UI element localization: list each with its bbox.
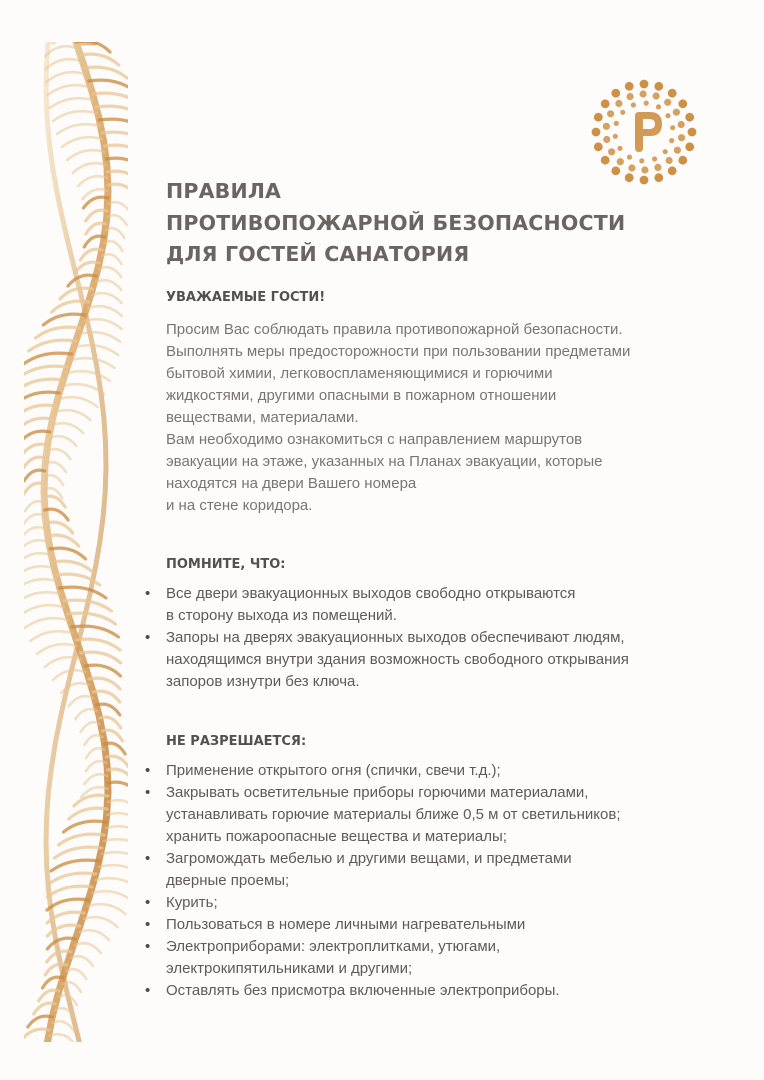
- list-item-line: • Курить;: [166, 894, 218, 911]
- remember-heading: ПОМНИТЕ, ЧТО:: [166, 557, 286, 572]
- list-item-line: • Применение открытого огня (спички, свечи т.д.);: [166, 762, 501, 779]
- intro-line: и на стене коридора.: [166, 497, 313, 514]
- list-item-line: • Электроприборами: электроплитками, утюгами,: [166, 938, 501, 955]
- intro-paragraph: [166, 319, 736, 517]
- list-item: [144, 980, 744, 1002]
- title-line-2: ПРОТИВОПОЖАРНОЙ БЕЗОПАСНОСТИ: [166, 210, 626, 235]
- list-item: [144, 782, 744, 848]
- intro-line: находятся на двери Вашего номера: [166, 475, 417, 492]
- list-item-line: • Пользоваться в номере личными нагревательными: [166, 916, 526, 933]
- list-item: [144, 760, 744, 782]
- page-title: [166, 176, 726, 271]
- intro-line: бытовой химии, легковоспламеняющимися и горючими: [166, 365, 553, 382]
- intro-line: Вам необходимо ознакомиться с направлением маршрутов: [166, 431, 583, 448]
- list-item: [144, 583, 744, 627]
- list-item-line: хранить пожароопасные вещества и материалы;: [166, 828, 507, 845]
- list-item-line: устанавливать горючие материалы ближе 0,5 м от светильников;: [166, 806, 621, 823]
- title-line-1: ПРАВИЛА: [166, 179, 282, 203]
- list-item: [144, 892, 744, 914]
- list-item-line: • Загромождать мебелью и другими вещами, и предметами: [166, 850, 572, 867]
- list-item: [144, 848, 744, 892]
- list-item-line: в сторону выхода из помещений.: [166, 607, 397, 624]
- list-item: [144, 914, 744, 936]
- list-item-line: • Запоры на дверях эвакуационных выходов обеспечивают людям,: [166, 629, 625, 646]
- intro-line: Просим Вас соблюдать правила противопожарной безопасности.: [166, 321, 623, 338]
- list-item-line: находящимся внутри здания возможность свободного открывания: [166, 651, 629, 668]
- remember-list: [144, 583, 744, 693]
- sunburst-letter-p-logo-icon: [588, 76, 700, 188]
- greeting-heading: УВАЖАЕМЫЕ ГОСТИ!: [166, 290, 326, 305]
- intro-line: Выполнять меры предосторожности при пользовании предметами: [166, 343, 631, 360]
- list-item: [144, 936, 744, 980]
- forbidden-list: [144, 760, 744, 1002]
- intro-line: жидкостями, другими опасными в пожарном отношении: [166, 387, 557, 404]
- title-line-3: ДЛЯ ГОСТЕЙ САНАТОРИЯ: [166, 242, 470, 266]
- golden-leaves-ornament-icon: [24, 42, 128, 1042]
- list-item-line: • Закрывать осветительные приборы горючими материалами,: [166, 784, 589, 801]
- list-item-line: • Все двери эвакуационных выходов свободно открываются: [166, 585, 576, 602]
- list-item-line: дверные проемы;: [166, 872, 290, 889]
- list-item-line: запоров изнутри без ключа.: [166, 673, 360, 690]
- list-item: [144, 627, 744, 693]
- intro-line: веществами, материалами.: [166, 409, 359, 426]
- intro-line: эвакуации на этаже, указанных на Планах эвакуации, которые: [166, 453, 603, 470]
- list-item-line: • Оставлять без присмотра включенные электроприборы.: [166, 982, 560, 999]
- forbidden-heading: НЕ РАЗРЕШАЕТСЯ:: [166, 734, 307, 749]
- list-item-line: электрокипятильниками и другими;: [166, 960, 413, 977]
